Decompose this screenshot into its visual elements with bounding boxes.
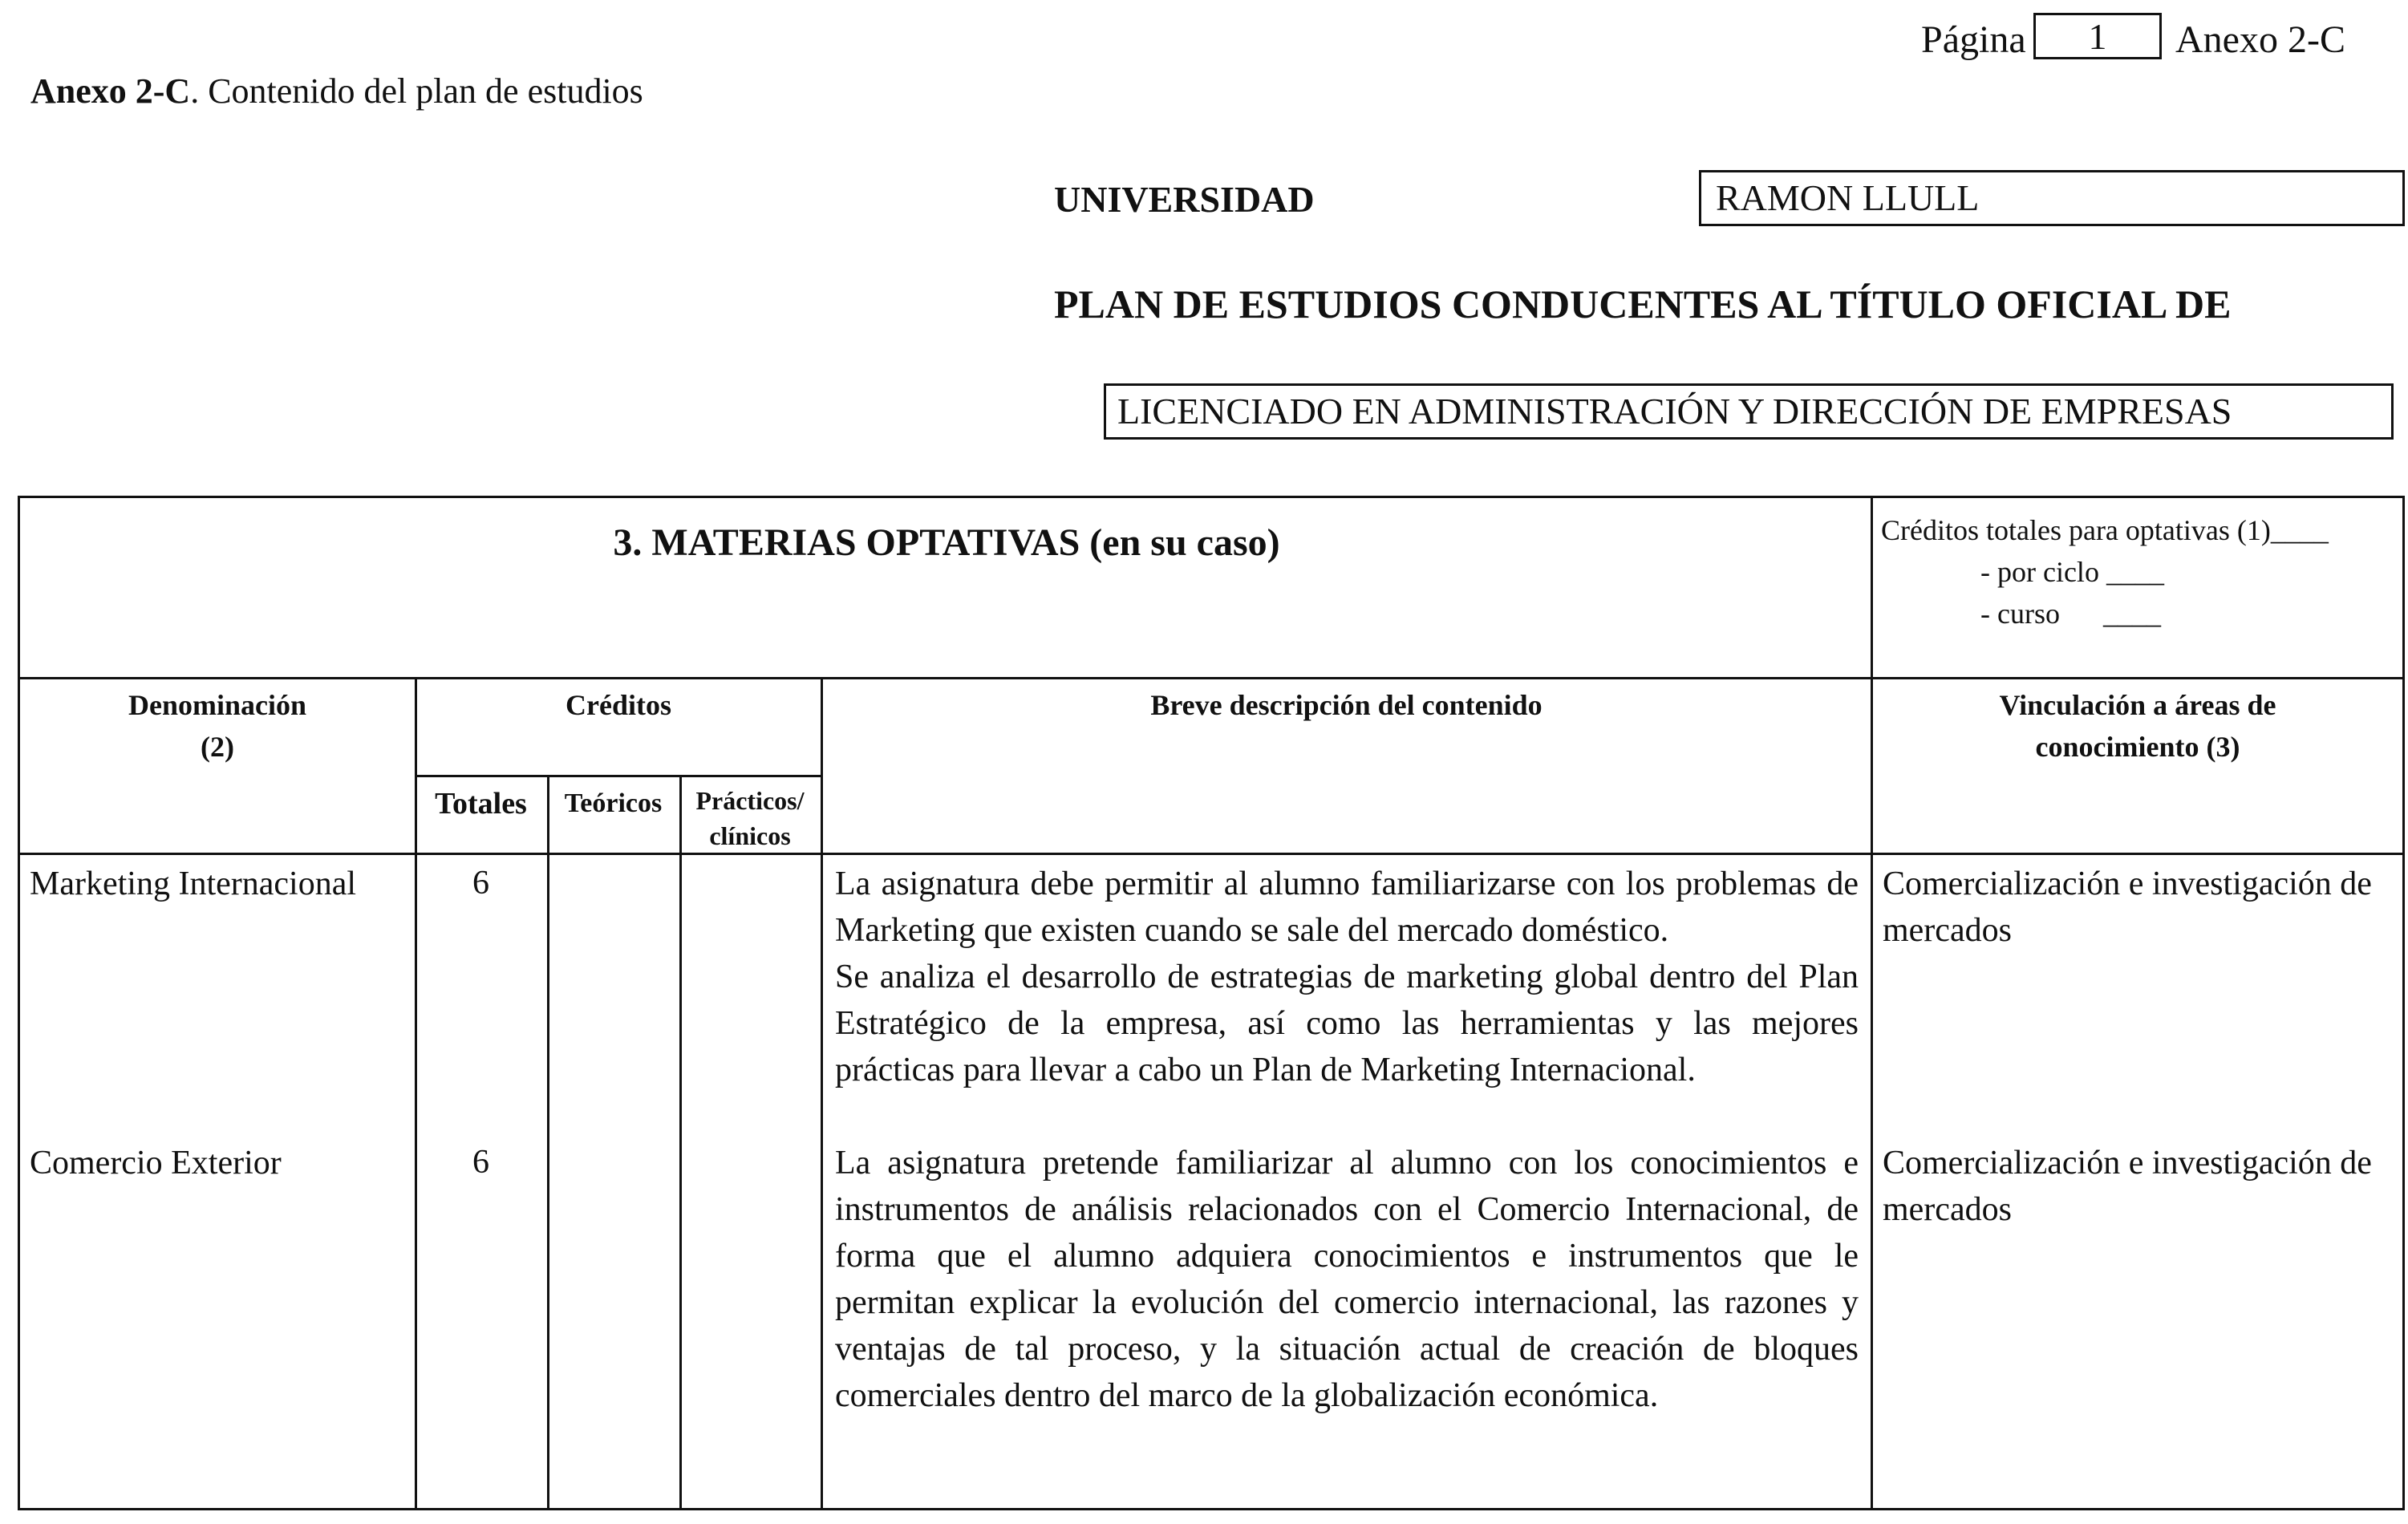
annex-title: [30, 71, 643, 111]
rule-col-practical: [821, 677, 823, 1508]
university-label: UNIVERSIDAD: [1054, 179, 1315, 220]
header-denomination: [20, 684, 415, 768]
header-practical: [679, 783, 821, 853]
header-practical-line2: clínicos: [709, 821, 791, 850]
header-areas-line2: conocimiento (3): [2035, 731, 2240, 763]
optional-credits-total: Créditos totales para optativas (1)____: [1881, 514, 2329, 546]
annex-reference: Anexo 2-C: [2175, 18, 2345, 61]
header-totals: Totales: [435, 787, 527, 821]
optional-credits-course: - curso ____: [1980, 598, 2161, 630]
optional-subjects-table: [18, 496, 2405, 1510]
rule-col-theoretical: [679, 775, 682, 1508]
table-row-area: Comercialización e investigación de mercados: [1883, 865, 2372, 949]
description-paragraph: Se analiza el desarrollo de estrategias de marketing global dentro del Plan Estratégico de la empresa, así como las herramientas y las mejores prácticas para llevar a cabo un Plan de Marketing Internacional.: [835, 959, 1859, 1088]
table-row-name: Marketing Internacional: [30, 865, 356, 902]
rule-below-section: [20, 677, 2402, 679]
header-credits: Créditos: [566, 689, 671, 721]
plan-title: PLAN DE ESTUDIOS CONDUCENTES AL TÍTULO OFICIAL DE: [1054, 282, 2232, 326]
table-row-description: [835, 1140, 1859, 1419]
optional-credits-block: [1881, 509, 2329, 634]
page-label: Página: [1921, 18, 2026, 61]
table-row-total-credits: 6: [472, 1144, 489, 1181]
description-paragraph: La asignatura debe permitir al alumno familiarizarse con los problemas de Marketing que existen cuando se sale del mercado doméstico.: [835, 865, 1859, 949]
header-theoretical: Teóricos: [564, 788, 663, 818]
annex-title-bold: Anexo 2-C: [30, 71, 191, 111]
description-paragraph: La asignatura pretende familiarizar al alumno con los conocimientos e instrumentos de análisis relacionados con el Comercio Internacional, de forma que el alumno adquiera conocimientos e instrumentos que le permitan explicar la evolución del comercio internacional, las razones y ventajas de tal proceso, y la situación actual de creación de bloques comerciales dentro del marco de la globalización económica.: [835, 1145, 1859, 1414]
header-denomination-label: Denominación: [128, 689, 306, 721]
rule-col-totals: [547, 775, 549, 1508]
section-title: 3. MATERIAS OPTATIVAS (en su caso): [613, 521, 1280, 564]
table-row-total-credits: 6: [472, 865, 489, 902]
optional-credits-per-cycle: - por ciclo ____: [1980, 556, 2164, 588]
rule-credits-sub: [415, 775, 822, 777]
degree-name-box: LICENCIADO EN ADMINISTRACIÓN Y DIRECCIÓN DE EMPRESAS: [1104, 383, 2394, 440]
rule-col-description: [1871, 498, 1873, 1508]
page-number-box: 1: [2033, 13, 2162, 59]
header-denomination-note: (2): [201, 731, 234, 763]
table-row-name: Comercio Exterior: [30, 1145, 282, 1182]
university-name-box: RAMON LLULL: [1699, 170, 2405, 226]
header-description: Breve descripción del contenido: [1150, 689, 1542, 721]
header-areas: [1873, 684, 2402, 768]
table-row-area: Comercialización e investigación de mercados: [1883, 1145, 2372, 1228]
rule-below-header: [20, 853, 2402, 855]
header-practical-line1: Prácticos/: [695, 786, 805, 815]
table-row-description: [835, 861, 1859, 1093]
annex-title-rest: . Contenido del plan de estudios: [190, 71, 643, 111]
header-areas-line1: Vinculación a áreas de: [1999, 689, 2276, 721]
